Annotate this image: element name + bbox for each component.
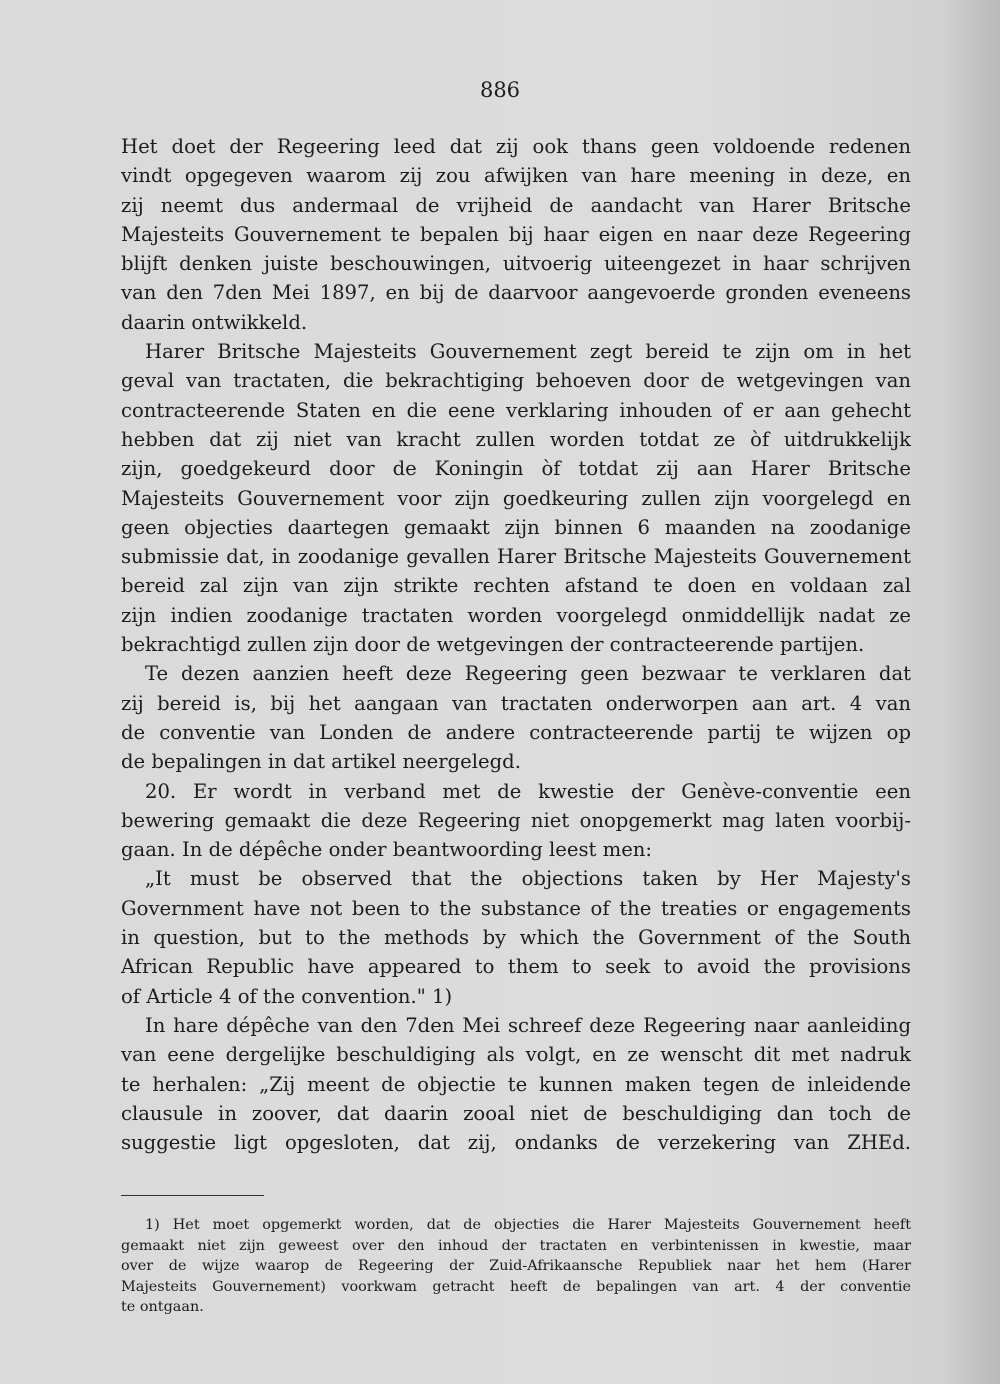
- text-line: blijft denken juiste beschouwingen, uitvoerig uiteengezet in haar schrijven: [121, 252, 911, 276]
- text-line: 20. Er wordt in verband met de kwestie der Genève-conventie een: [145, 779, 911, 803]
- text-line: vindt opgegeven waarom zij zou afwijken van hare meening in deze, en: [121, 164, 911, 188]
- text-line: geval van tractaten, die bekrachtiging behoeven door de wetgevingen van: [121, 369, 911, 393]
- text-line: of Article 4 of the convention." 1): [121, 984, 453, 1008]
- text-line: In hare dépêche van den 7den Mei schreef deze Regeering naar aanleiding: [145, 1013, 911, 1037]
- text-line: in question, but to the methods by which the Government of the South: [121, 926, 911, 950]
- footnote-rule: [121, 1195, 264, 1196]
- footnotes: [121, 1215, 911, 1318]
- text-line: African Republic have appeared to them to seek to avoid the provisions: [121, 955, 911, 979]
- text-line: Majesteits Gouvernement voor zijn goedkeuring zullen zijn voorgelegd en: [121, 486, 911, 510]
- body-text: [121, 132, 911, 1157]
- text-line: van eene dergelijke beschuldiging als volgt, en ze wenscht dit met nadruk: [121, 1043, 911, 1067]
- text-line: van den 7den Mei 1897, en bij de daarvoor aangevoerde gronden eveneens: [121, 281, 911, 305]
- text-line: Majesteits Gouvernement te bepalen bij haar eigen en naar deze Regeering: [121, 222, 911, 246]
- text-line: bewering gemaakt die deze Regeering niet onopgemerkt mag laten voorbij-: [121, 808, 911, 832]
- text-line: „It must be observed that the objections taken by Her Majesty's: [145, 867, 911, 891]
- footnote-line: over de wijze waarop de Regeering der Zuid-Afrikaansche Republiek naar het hem (Harer: [121, 1258, 911, 1274]
- text-line: Government have not been to the substance of the treaties or engagements: [121, 896, 911, 920]
- text-line: daarin ontwikkeld.: [121, 310, 308, 334]
- text-line: hebben dat zij niet van kracht zullen worden totdat ze òf uitdrukkelijk: [121, 427, 911, 451]
- text-line: clausule in zoover, dat daarin zooal niet de beschuldiging dan toch de: [121, 1101, 911, 1125]
- text-line: suggestie ligt opgesloten, dat zij, ondanks de verzekering van ZHEd.: [121, 1131, 911, 1155]
- text-line: bekrachtigd zullen zijn door de wetgevingen der contracteerende partijen.: [121, 633, 865, 657]
- text-line: zij neemt dus andermaal de vrijheid de aandacht van Harer Britsche: [121, 193, 911, 217]
- text-line: submissie dat, in zoodanige gevallen Harer Britsche Majesteits Gouvernement: [121, 545, 911, 569]
- text-line: te herhalen: „Zij meent de objectie te kunnen maken tegen de inleidende: [121, 1072, 911, 1096]
- text-line: zijn indien zoodanige tractaten worden voorgelegd onmiddellijk nadat ze: [121, 603, 911, 627]
- text-line: zij bereid is, bij het aangaan van tractaten onderworpen aan art. 4 van: [121, 691, 911, 715]
- text-line: Het doet der Regeering leed dat zij ook thans geen voldoende redenen: [121, 135, 911, 158]
- footnote-line: te ontgaan.: [121, 1299, 204, 1315]
- text-line: Te dezen aanzien heeft deze Regeering geen bezwaar te verklaren dat: [145, 662, 911, 686]
- text-line: bereid zal zijn van zijn strikte rechten afstand te doen en voldaan zal: [121, 574, 911, 598]
- text-line: gaan. In de dépêche onder beantwoording leest men:: [121, 838, 653, 862]
- text-line: de conventie van Londen de andere contracteerende partij te wijzen op: [121, 720, 911, 744]
- footnote-line: 1) Het moet opgemerkt worden, dat de objecties die Harer Majesteits Gouvernement heeft: [145, 1217, 911, 1233]
- page-number: 886: [479, 78, 521, 102]
- footnote-line: gemaakt niet zijn geweest over den inhoud der tractaten en verbintenissen in kwestie, maar: [121, 1237, 911, 1254]
- text-line: geen objecties daartegen gemaakt zijn binnen 6 maanden na zoodanige: [121, 515, 911, 539]
- text-line: de bepalingen in dat artikel neergelegd.: [121, 750, 521, 774]
- text-line: contracteerende Staten en die eene verklaring inhouden of er aan gehecht: [121, 398, 911, 422]
- text-line: Harer Britsche Majesteits Gouvernement zegt bereid te zijn om in het: [145, 340, 911, 364]
- footnote-line: Majesteits Gouvernement) voorkwam getracht heeft de bepalingen van art. 4 der conventie: [121, 1278, 911, 1295]
- text-line: zijn, goedgekeurd door de Koningin òf totdat zij aan Harer Britsche: [121, 457, 911, 481]
